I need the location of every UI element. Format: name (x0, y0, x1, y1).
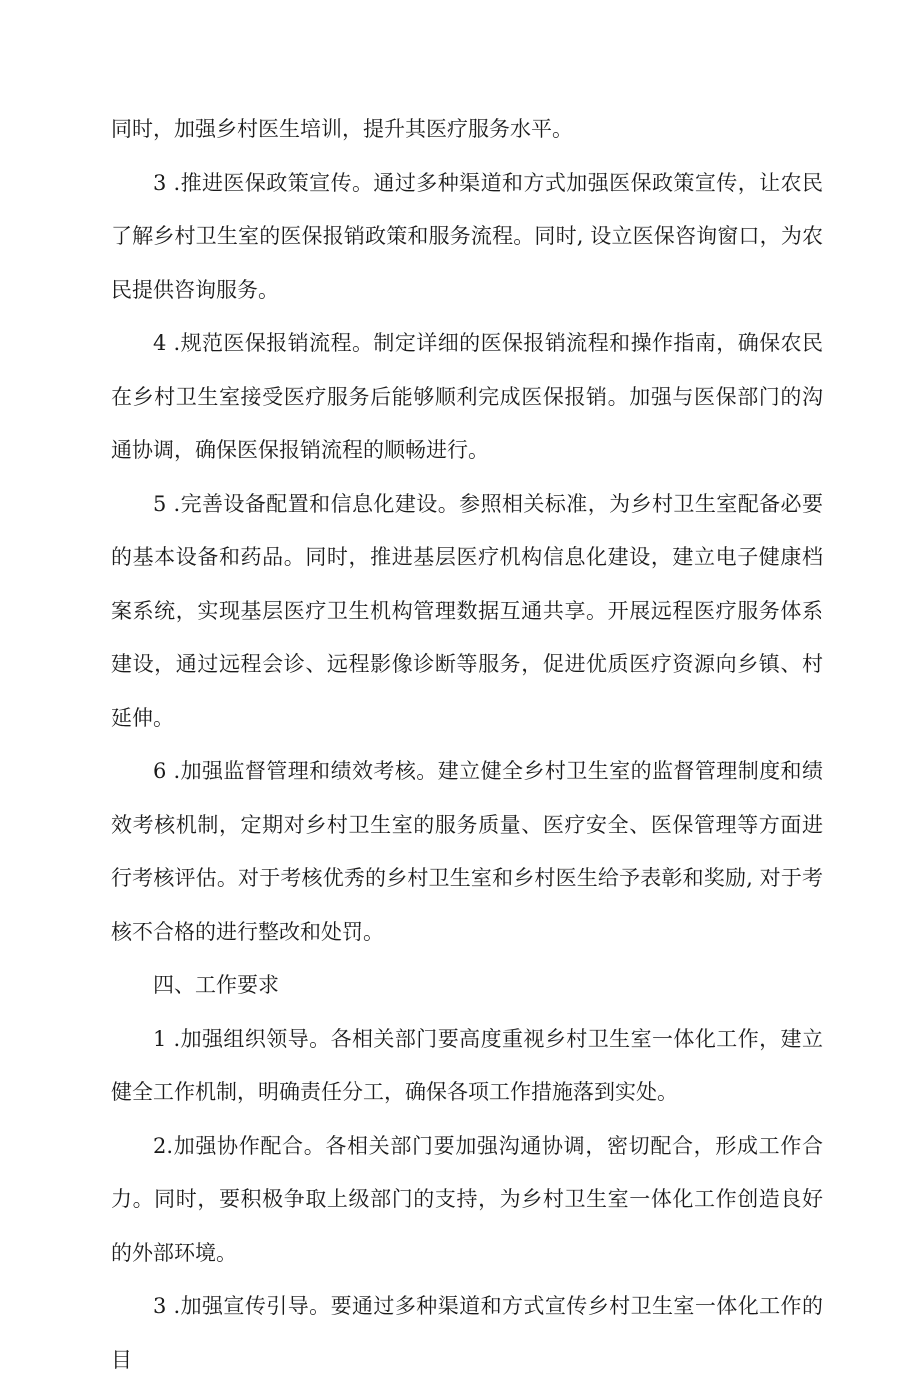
document-body (111, 103, 823, 1387)
section-heading-work-requirements: 四、工作要求 (153, 973, 279, 997)
paragraph-publicity-guidance: 3 .加强宣传引导。要通过多种渠道和方式宣传乡村卫生室一体化工作的目 (111, 1294, 823, 1372)
paragraph-medical-insurance-publicity: 3 .推进医保政策宣传。通过多种渠道和方式加强医保政策宣传，让农民了解乡村卫生室的医保报销政策和服务流程。同时, 设立医保咨询窗口，为农民提供咨询服务。 (111, 170, 823, 302)
paragraph-coordination: 2.加强协作配合。各相关部门要加强沟通协调，密切配合，形成工作合力。同时，要积极争取上级部门的支持，为乡村卫生室一体化工作创造良好的外部环境。 (111, 1133, 823, 1265)
paragraph-organizational-leadership: 1 .加强组织领导。各相关部门要高度重视乡村卫生室一体化工作，建立健全工作机制，明确责任分工，确保各项工作措施落到实处。 (111, 1026, 823, 1104)
paragraph-equipment-informatization: 5 .完善设备配置和信息化建设。参照相关标准，为乡村卫生室配备必要的基本设备和药品。同时，推进基层医疗机构信息化建设，建立电子健康档案系统，实现基层医疗卫生机构管理数据互通共享。开展远程医疗服务体系建设，通过远程会诊、远程影像诊断等服务，促进优质医疗资源向乡镇、村延伸。 (111, 491, 823, 730)
paragraph-reimbursement-process: 4 .规范医保报销流程。制定详细的医保报销流程和操作指南，确保农民在乡村卫生室接受医疗服务后能够顺利完成医保报销。加强与医保部门的沟通协调，确保医保报销流程的顺畅进行。 (111, 331, 823, 462)
paragraph-supervision-assessment: 6 .加强监督管理和绩效考核。建立健全乡村卫生室的监督管理制度和绩效考核机制，定期对乡村卫生室的服务质量、医疗安全、医保管理等方面进行考核评估。对于考核优秀的乡村卫生室和乡村医生给予表彰和奖励, 对于考核不合格的进行整改和处罚。 (111, 759, 823, 944)
paragraph-continuation: 同时，加强乡村医生培训，提升其医疗服务水平。 (111, 117, 573, 141)
